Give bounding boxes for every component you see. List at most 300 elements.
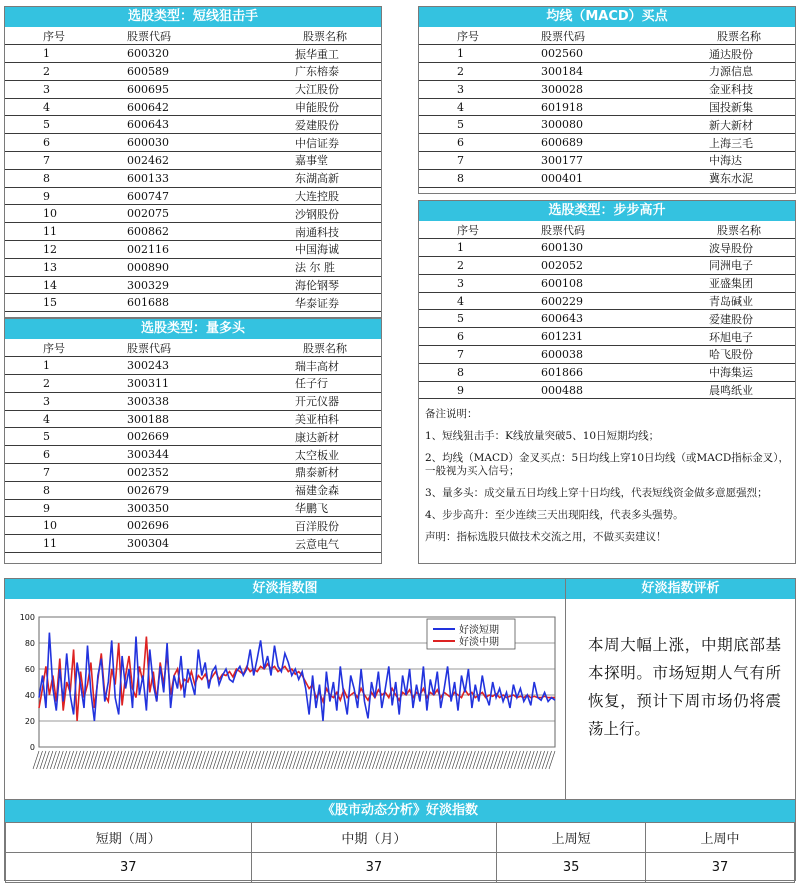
- cell-name: 百洋股份: [221, 517, 381, 535]
- cell-name: 大江股份: [221, 80, 381, 98]
- x-tick-mark: [68, 751, 74, 769]
- x-tick-mark: [272, 751, 278, 769]
- x-tick-mark: [345, 751, 351, 769]
- x-tick-mark: [473, 751, 479, 769]
- x-tick-mark: [307, 751, 313, 769]
- cell-index: 7: [419, 152, 503, 170]
- x-tick-mark: [85, 751, 91, 769]
- cell-code: 600229: [503, 292, 635, 310]
- summary-value-mid: 37: [251, 853, 497, 883]
- x-tick-mark: [369, 751, 375, 769]
- x-tick-mark: [230, 751, 236, 769]
- x-tick-mark: [365, 751, 371, 769]
- x-tick-mark: [532, 751, 538, 769]
- table-row: [419, 363, 795, 381]
- x-tick-mark: [518, 751, 524, 769]
- table-row: [419, 274, 795, 292]
- x-tick-mark: [546, 751, 552, 769]
- x-tick-mark: [480, 751, 486, 769]
- table-row: [5, 375, 381, 393]
- cell-name: 申能股份: [221, 98, 381, 116]
- cell-code: 300338: [89, 392, 221, 410]
- x-tick-mark: [158, 751, 164, 769]
- x-tick-mark: [199, 751, 205, 769]
- x-tick-mark: [123, 751, 129, 769]
- legend-label: 好淡短期: [459, 625, 499, 636]
- x-tick-mark: [300, 751, 306, 769]
- y-tick-label: 80: [24, 639, 35, 648]
- col-header-code: 股票代码: [89, 27, 221, 45]
- table-row: [419, 45, 795, 63]
- col-header-name: 股票名称: [635, 27, 795, 45]
- summary-title: 《股市动态分析》好淡指数: [5, 800, 795, 822]
- x-tick-mark: [317, 751, 323, 769]
- x-tick-mark: [54, 751, 60, 769]
- y-tick-label: 0: [29, 743, 35, 752]
- cell-index: 7: [419, 346, 503, 364]
- summary-header-last-short: 上周短: [497, 823, 646, 853]
- summary-header-mid: 中期（月）: [251, 823, 497, 853]
- table-row: [5, 63, 381, 81]
- comment-title: 好淡指数评析: [566, 579, 795, 599]
- col-header-index: 序号: [5, 339, 89, 357]
- cell-name: 云意电气: [221, 535, 381, 553]
- x-tick-mark: [476, 751, 482, 769]
- x-tick-mark: [525, 751, 531, 769]
- x-tick-mark: [92, 751, 98, 769]
- cell-index: 5: [419, 310, 503, 328]
- cell-name: 任子行: [221, 375, 381, 393]
- cell-name: 鼎泰新材: [221, 464, 381, 482]
- stock-table: [5, 339, 381, 553]
- cell-code: 300184: [503, 63, 635, 81]
- x-tick-mark: [282, 751, 288, 769]
- x-tick-mark: [40, 751, 46, 769]
- x-tick-mark: [127, 751, 133, 769]
- x-tick-mark: [449, 751, 455, 769]
- notes-line: 1、短线狙击手：K线放量突破5、10日短期均线；: [425, 430, 660, 442]
- table-row: [5, 357, 381, 375]
- x-tick-mark: [210, 751, 216, 769]
- cell-code: 002560: [503, 45, 635, 63]
- x-tick-mark: [379, 751, 385, 769]
- x-tick-mark: [217, 751, 223, 769]
- table-row: [5, 205, 381, 223]
- x-tick-mark: [452, 751, 458, 769]
- cell-index: 4: [419, 292, 503, 310]
- x-tick-mark: [175, 751, 181, 769]
- cell-index: 8: [5, 481, 89, 499]
- x-tick-mark: [352, 751, 358, 769]
- cell-index: 3: [419, 80, 503, 98]
- cell-name: 中海集运: [635, 363, 795, 381]
- x-tick-mark: [223, 751, 229, 769]
- cell-index: 2: [5, 375, 89, 393]
- x-tick-mark: [341, 751, 347, 769]
- table-row: [5, 258, 381, 276]
- x-tick-mark: [414, 751, 420, 769]
- x-tick-mark: [327, 751, 333, 769]
- x-tick-mark: [192, 751, 198, 769]
- cell-name: 大连控股: [221, 187, 381, 205]
- comment-panel: [566, 578, 796, 800]
- x-tick-mark: [490, 751, 496, 769]
- table-macd-buy: [418, 6, 796, 194]
- x-tick-mark: [61, 751, 67, 769]
- cell-code: 000488: [503, 381, 635, 399]
- table-row: [419, 292, 795, 310]
- cell-index: 3: [419, 274, 503, 292]
- x-tick-mark: [431, 751, 437, 769]
- cell-index: 1: [5, 45, 89, 63]
- notes-line: 3、量多头：成交量五日均线上穿十日均线，代表短线资金做多意愿强烈；: [425, 487, 768, 499]
- table-title: 选股类型：短线狙击手: [5, 7, 381, 27]
- x-tick-mark: [514, 751, 520, 769]
- x-tick-mark: [33, 751, 39, 769]
- x-tick-mark: [528, 751, 534, 769]
- cell-index: 8: [5, 169, 89, 187]
- cell-code: 601866: [503, 363, 635, 381]
- cell-code: 002462: [89, 152, 221, 170]
- cell-name: 海伦钢琴: [221, 276, 381, 294]
- x-tick-mark: [424, 751, 430, 769]
- table-row: [5, 152, 381, 170]
- table-row: [5, 276, 381, 294]
- summary-table: [5, 822, 795, 883]
- cell-code: 600030: [89, 134, 221, 152]
- col-header-index: 序号: [5, 27, 89, 45]
- cell-index: 3: [5, 392, 89, 410]
- cell-index: 9: [5, 499, 89, 517]
- x-tick-mark: [438, 751, 444, 769]
- stock-table: [5, 27, 381, 312]
- table-row: [419, 152, 795, 170]
- cell-code: 600589: [89, 63, 221, 81]
- x-tick-mark: [549, 751, 555, 769]
- cell-index: 8: [419, 169, 503, 187]
- x-tick-mark: [314, 751, 320, 769]
- cell-index: 1: [419, 45, 503, 63]
- table-row: [419, 346, 795, 364]
- notes-box: [418, 400, 796, 564]
- table-row: [5, 499, 381, 517]
- cell-index: 12: [5, 241, 89, 259]
- table-row: [5, 446, 381, 464]
- cell-code: 600747: [89, 187, 221, 205]
- x-tick-mark: [497, 751, 503, 769]
- index-summary: [4, 800, 796, 881]
- x-tick-mark: [220, 751, 226, 769]
- table-row: [5, 428, 381, 446]
- x-tick-mark: [99, 751, 105, 769]
- x-tick-mark: [362, 751, 368, 769]
- col-header-name: 股票名称: [221, 339, 381, 357]
- cell-code: 300177: [503, 152, 635, 170]
- summary-value-last-mid: 37: [646, 853, 795, 883]
- notes-line: 备注说明：: [425, 408, 478, 420]
- x-tick-mark: [95, 751, 101, 769]
- cell-name: 中信证券: [221, 134, 381, 152]
- table-row: [5, 116, 381, 134]
- notes-line: 4、步步高升：至少连续三天出现阳线，代表多头强势。: [425, 509, 684, 521]
- cell-index: 5: [5, 116, 89, 134]
- table-row: [5, 187, 381, 205]
- cell-index: 6: [419, 134, 503, 152]
- cell-name: 力源信息: [635, 63, 795, 81]
- x-tick-mark: [279, 751, 285, 769]
- x-tick-mark: [178, 751, 184, 769]
- x-tick-mark: [140, 751, 146, 769]
- cell-name: 金亚科技: [635, 80, 795, 98]
- cell-name: 哈飞股份: [635, 346, 795, 364]
- table-row: [5, 517, 381, 535]
- cell-name: 开元仪器: [221, 392, 381, 410]
- summary-header-short: 短期（周）: [6, 823, 252, 853]
- x-tick-mark: [189, 751, 195, 769]
- x-tick-mark: [106, 751, 112, 769]
- x-tick-mark: [507, 751, 513, 769]
- cell-code: 600643: [503, 310, 635, 328]
- table-title: 均线（MACD）买点: [419, 7, 795, 27]
- x-tick-mark: [459, 751, 465, 769]
- cell-code: 601231: [503, 328, 635, 346]
- x-tick-mark: [120, 751, 126, 769]
- cell-name: 青岛碱业: [635, 292, 795, 310]
- x-tick-mark: [196, 751, 202, 769]
- cell-code: 600862: [89, 223, 221, 241]
- cell-index: 4: [419, 98, 503, 116]
- x-tick-mark: [303, 751, 309, 769]
- x-tick-mark: [227, 751, 233, 769]
- table-row: [419, 310, 795, 328]
- x-tick-mark: [348, 751, 354, 769]
- cell-code: 300028: [503, 80, 635, 98]
- cell-code: 600695: [89, 80, 221, 98]
- x-tick-mark: [81, 751, 87, 769]
- cell-name: 亚盛集团: [635, 274, 795, 292]
- cell-code: 300350: [89, 499, 221, 517]
- x-tick-mark: [445, 751, 451, 769]
- x-tick-mark: [376, 751, 382, 769]
- cell-name: 国投新集: [635, 98, 795, 116]
- cell-code: 002679: [89, 481, 221, 499]
- cell-name: 中海达: [635, 152, 795, 170]
- cell-code: 002052: [503, 257, 635, 275]
- x-tick-mark: [338, 751, 344, 769]
- cell-index: 6: [5, 446, 89, 464]
- x-tick-mark: [275, 751, 281, 769]
- x-tick-mark: [36, 751, 42, 769]
- cell-index: 2: [419, 63, 503, 81]
- col-header-name: 股票名称: [635, 221, 795, 239]
- x-tick-mark: [293, 751, 299, 769]
- col-header-index: 序号: [419, 221, 503, 239]
- cell-name: 通达股份: [635, 45, 795, 63]
- cell-code: 300344: [89, 446, 221, 464]
- cell-code: 600642: [89, 98, 221, 116]
- cell-code: 000401: [503, 169, 635, 187]
- table-step-up: [418, 200, 796, 400]
- x-tick-mark: [165, 751, 171, 769]
- cell-name: 振华重工: [221, 45, 381, 63]
- x-tick-mark: [324, 751, 330, 769]
- table-row: [5, 80, 381, 98]
- x-tick-mark: [237, 751, 243, 769]
- cell-index: 2: [5, 63, 89, 81]
- x-tick-mark: [289, 751, 295, 769]
- table-row: [419, 116, 795, 134]
- x-tick-mark: [102, 751, 108, 769]
- x-tick-mark: [133, 751, 139, 769]
- col-header-name: 股票名称: [221, 27, 381, 45]
- cell-code: 600108: [503, 274, 635, 292]
- cell-index: 7: [5, 464, 89, 482]
- x-tick-mark: [417, 751, 423, 769]
- cell-code: 300080: [503, 116, 635, 134]
- x-tick-mark: [182, 751, 188, 769]
- x-tick-mark: [407, 751, 413, 769]
- cell-code: 601918: [503, 98, 635, 116]
- table-row: [419, 134, 795, 152]
- cell-name: 康达新材: [221, 428, 381, 446]
- x-tick-mark: [320, 751, 326, 769]
- summary-value-last-short: 35: [497, 853, 646, 883]
- x-tick-mark: [50, 751, 56, 769]
- x-tick-mark: [466, 751, 472, 769]
- cell-index: 13: [5, 258, 89, 276]
- x-tick-mark: [296, 751, 302, 769]
- x-tick-mark: [539, 751, 545, 769]
- cell-code: 300243: [89, 357, 221, 375]
- cell-index: 14: [5, 276, 89, 294]
- cell-index: 10: [5, 517, 89, 535]
- col-header-code: 股票代码: [89, 339, 221, 357]
- x-tick-mark: [428, 751, 434, 769]
- cell-index: 4: [5, 410, 89, 428]
- table-row: [5, 294, 381, 312]
- cell-index: 2: [419, 257, 503, 275]
- x-tick-mark: [130, 751, 136, 769]
- table-row: [5, 45, 381, 63]
- x-tick-mark: [144, 751, 150, 769]
- cell-code: 600320: [89, 45, 221, 63]
- cell-name: 华鹏飞: [221, 499, 381, 517]
- cell-index: 9: [5, 187, 89, 205]
- table-title: 选股类型：步步高升: [419, 201, 795, 221]
- x-tick-mark: [359, 751, 365, 769]
- cell-index: 3: [5, 80, 89, 98]
- cell-code: 002116: [89, 241, 221, 259]
- x-tick-mark: [334, 751, 340, 769]
- x-tick-mark: [75, 751, 81, 769]
- x-tick-mark: [383, 751, 389, 769]
- x-tick-mark: [206, 751, 212, 769]
- x-tick-mark: [487, 751, 493, 769]
- x-tick-mark: [483, 751, 489, 769]
- cell-name: 嘉事堂: [221, 152, 381, 170]
- x-tick-mark: [161, 751, 167, 769]
- cell-name: 冀东水泥: [635, 169, 795, 187]
- cell-name: 南通科技: [221, 223, 381, 241]
- cell-code: 600130: [503, 239, 635, 257]
- x-tick-mark: [234, 751, 240, 769]
- cell-name: 晨鸣纸业: [635, 381, 795, 399]
- cell-index: 5: [5, 428, 89, 446]
- cell-code: 002352: [89, 464, 221, 482]
- x-tick-mark: [404, 751, 410, 769]
- x-tick-mark: [542, 751, 548, 769]
- cell-index: 10: [5, 205, 89, 223]
- table-row: [419, 257, 795, 275]
- cell-code: 002075: [89, 205, 221, 223]
- x-tick-mark: [469, 751, 475, 769]
- table-row: [5, 481, 381, 499]
- cell-index: 6: [419, 328, 503, 346]
- stock-table: [419, 221, 795, 399]
- x-tick-mark: [255, 751, 261, 769]
- y-tick-label: 40: [24, 691, 35, 700]
- x-tick-mark: [137, 751, 143, 769]
- cell-name: 爱建股份: [635, 310, 795, 328]
- table-volume-bull: [4, 318, 382, 564]
- cell-name: 广东榕泰: [221, 63, 381, 81]
- bull-bear-index-chart: [5, 599, 565, 797]
- cell-code: 002669: [89, 428, 221, 446]
- y-tick-label: 100: [19, 613, 35, 622]
- cell-name: 中国海诚: [221, 241, 381, 259]
- cell-name: 美亚柏科: [221, 410, 381, 428]
- cell-name: 太空板业: [221, 446, 381, 464]
- cell-index: 4: [5, 98, 89, 116]
- x-tick-mark: [109, 751, 115, 769]
- x-tick-mark: [494, 751, 500, 769]
- x-tick-mark: [268, 751, 274, 769]
- stock-table: [419, 27, 795, 188]
- chart-panel: [4, 578, 566, 800]
- cell-index: 11: [5, 535, 89, 553]
- comment-text: 本周大幅上涨，中期底部基本探明。市场短期人气有所恢复，预计下周市场仍将震荡上行。: [588, 636, 781, 738]
- table-row: [5, 464, 381, 482]
- cell-index: 1: [419, 239, 503, 257]
- cell-index: 11: [5, 223, 89, 241]
- x-tick-mark: [43, 751, 49, 769]
- x-tick-mark: [400, 751, 406, 769]
- summary-header-last-mid: 上周中: [646, 823, 795, 853]
- col-header-code: 股票代码: [503, 221, 635, 239]
- x-tick-mark: [504, 751, 510, 769]
- x-tick-mark: [442, 751, 448, 769]
- x-tick-mark: [78, 751, 84, 769]
- cell-code: 002696: [89, 517, 221, 535]
- table-row: [419, 80, 795, 98]
- legend-label: 好淡中期: [459, 637, 499, 648]
- cell-name: 华泰证券: [221, 294, 381, 312]
- table-row: [5, 241, 381, 259]
- cell-name: 爱建股份: [221, 116, 381, 134]
- table-row: [5, 98, 381, 116]
- cell-name: 沙钢股份: [221, 205, 381, 223]
- x-tick-mark: [511, 751, 517, 769]
- cell-code: 300329: [89, 276, 221, 294]
- cell-index: 7: [5, 152, 89, 170]
- x-tick-mark: [172, 751, 178, 769]
- table-row: [419, 98, 795, 116]
- table-short-sniper: [4, 6, 382, 318]
- cell-name: 上海三毛: [635, 134, 795, 152]
- table-row: [419, 63, 795, 81]
- table-row: [5, 410, 381, 428]
- x-tick-mark: [113, 751, 119, 769]
